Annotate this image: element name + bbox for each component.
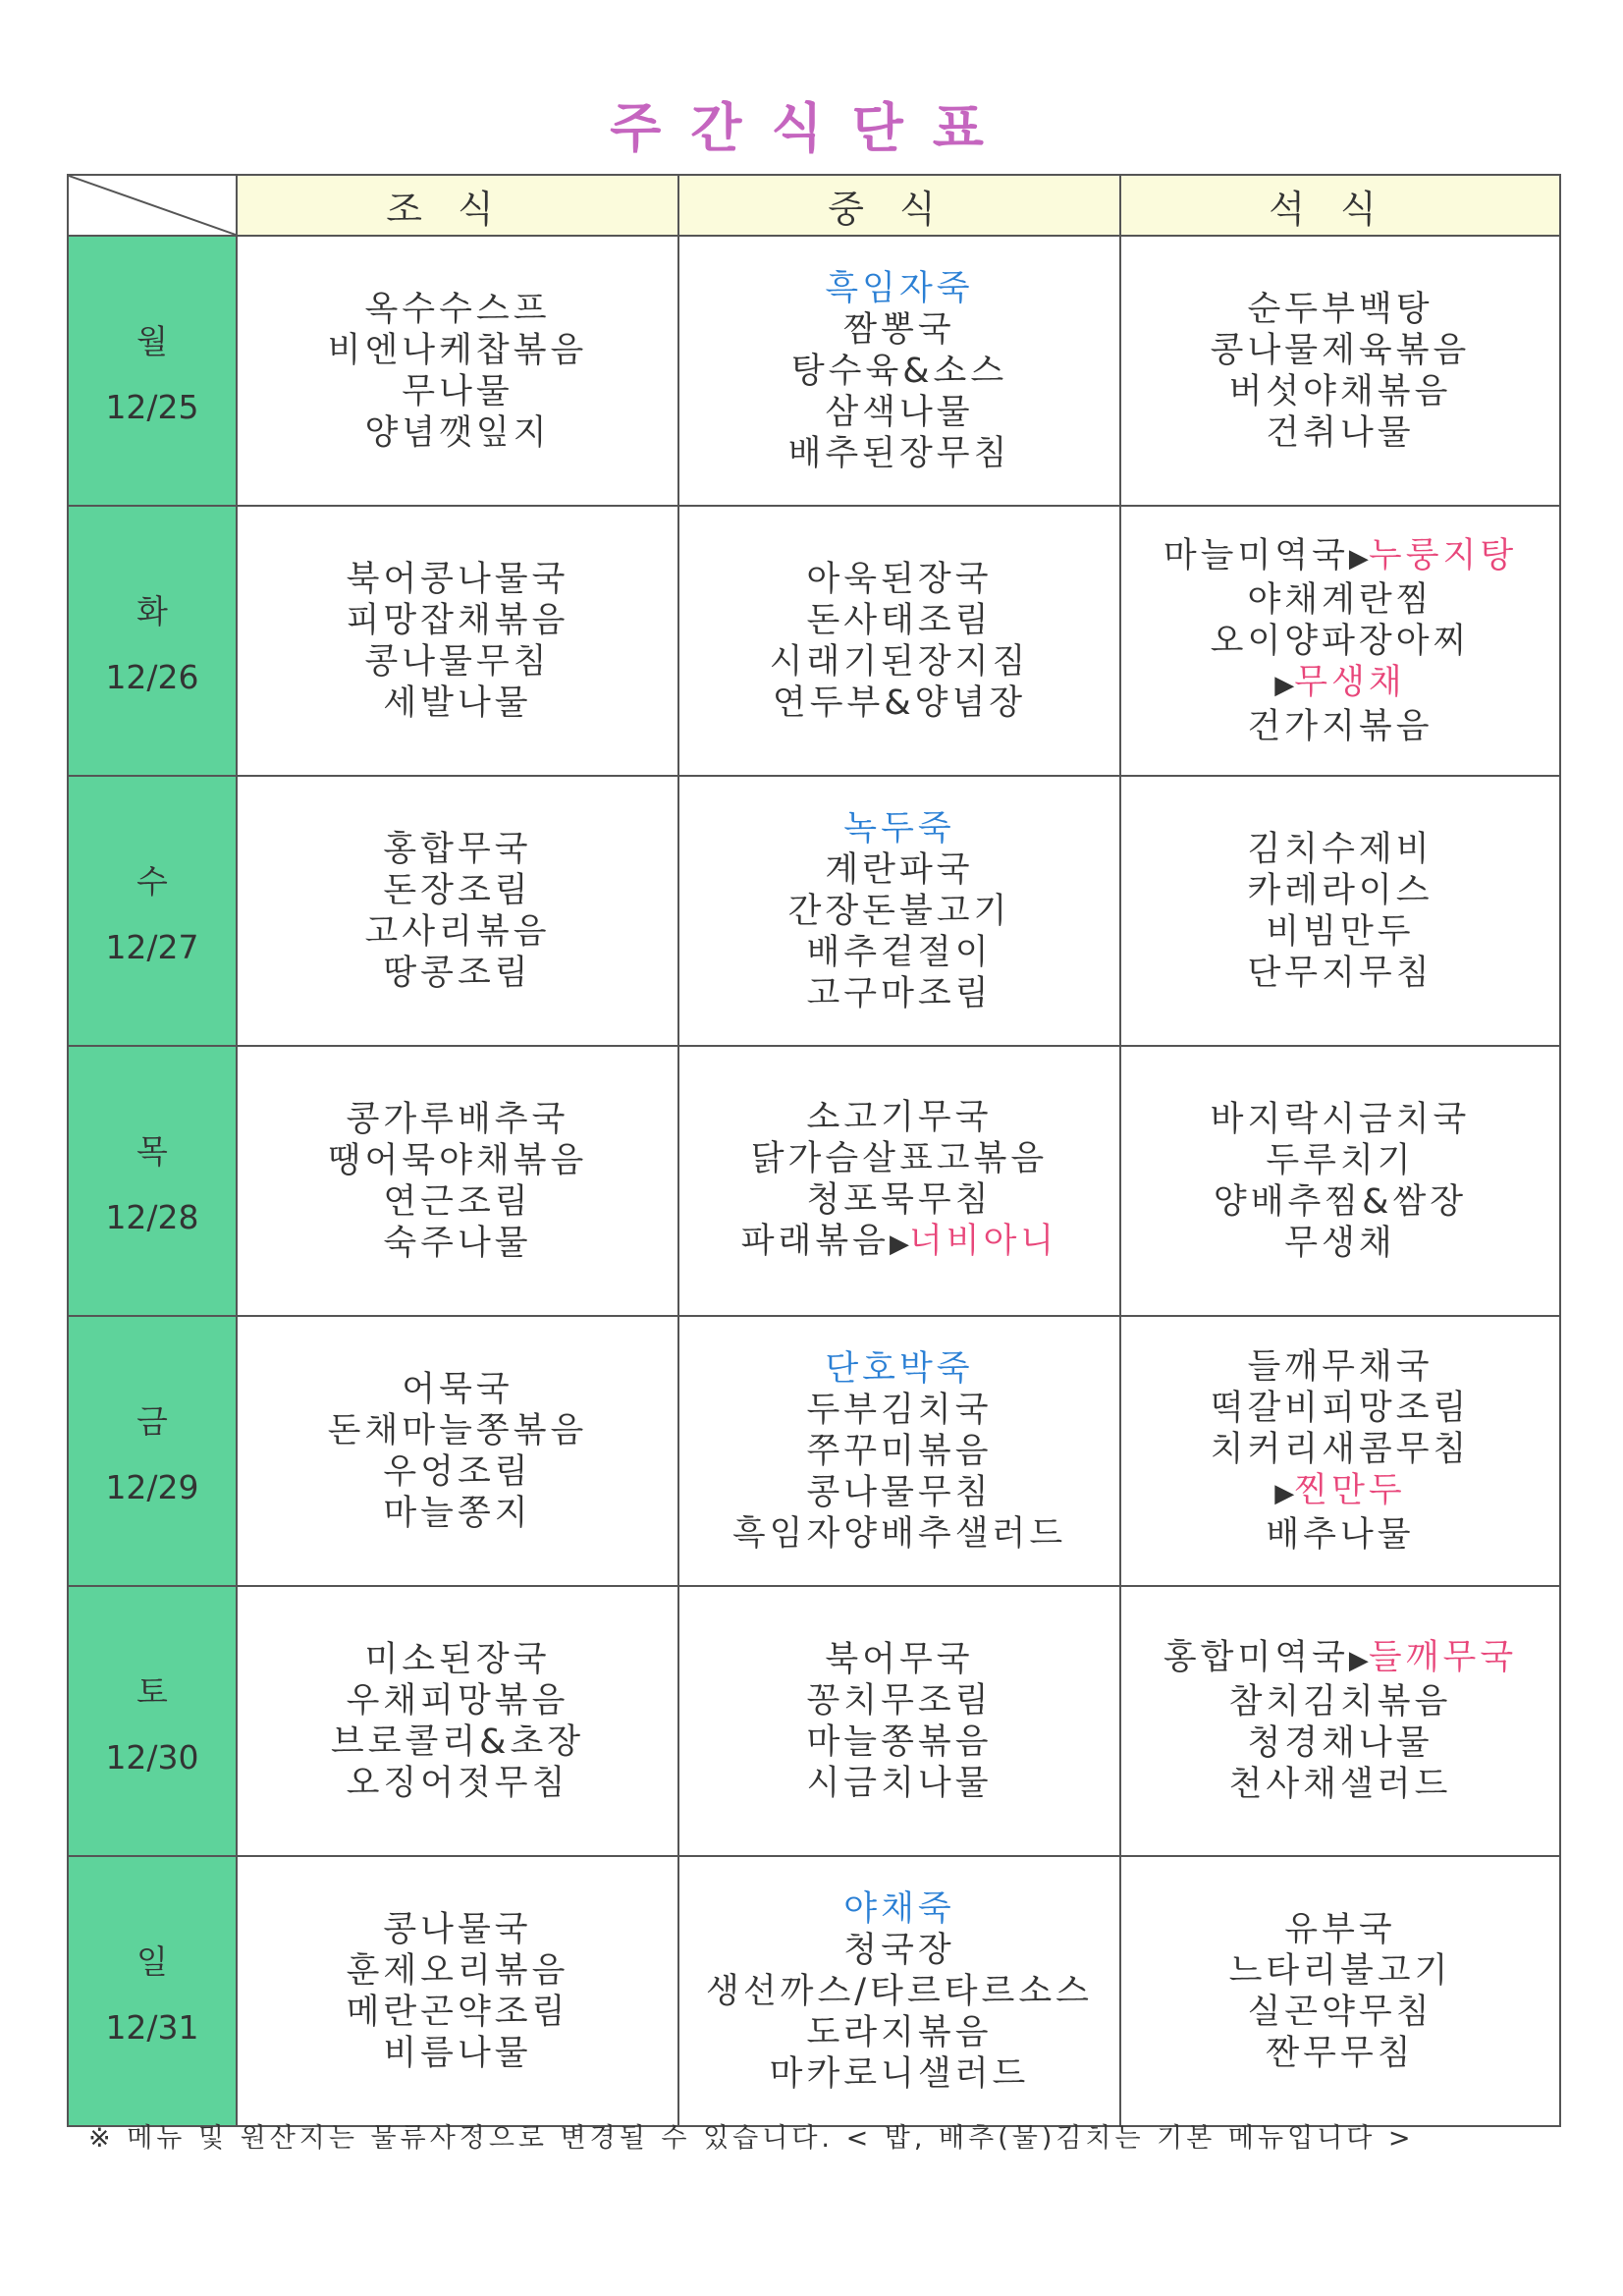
- menu-item-text: 미소된장국: [364, 1639, 551, 1679]
- day-label-cell: [68, 1856, 237, 2126]
- day-date: 12/31: [105, 2007, 199, 2047]
- menu-item: [238, 683, 677, 724]
- menu-item: [1121, 911, 1559, 953]
- menu-item-text: 흑임자죽: [825, 268, 974, 308]
- menu-item: [238, 2033, 677, 2074]
- menu-item: [1121, 870, 1559, 911]
- menu-item-text: 실곤약무침: [1247, 1992, 1434, 2032]
- menu-item: [679, 2012, 1119, 2053]
- lunch-cell: [678, 506, 1120, 776]
- day-row: [68, 1586, 1560, 1856]
- menu-item: [1121, 1514, 1559, 1556]
- menu-item: [238, 289, 677, 330]
- menu-item: [679, 1348, 1119, 1390]
- breakfast-cell: [237, 1586, 678, 1856]
- menu-item: [238, 1140, 677, 1181]
- menu-item-text: 야채죽: [843, 1888, 955, 1929]
- menu-item-text: 비엔나케찹볶음: [327, 330, 588, 370]
- menu-item-text: 배추된장무침: [787, 433, 1011, 473]
- menu-item-text: 마늘미역국: [1163, 535, 1349, 575]
- menu-item: [1121, 1181, 1559, 1223]
- menu-item-text: 콩가루배추국: [346, 1099, 569, 1139]
- lunch-cell: [678, 1586, 1120, 1856]
- menu-item-text: 청경채나물: [1247, 1723, 1434, 1763]
- day-row: [68, 1046, 1560, 1316]
- menu-item-text: 콩나물국: [383, 1909, 532, 1949]
- menu-item-text: 훈제오리볶음: [346, 1950, 569, 1991]
- menu-item-text: 소고기무국: [806, 1098, 993, 1137]
- page-title: 주간식단표: [610, 97, 1013, 159]
- menu-item: [679, 1097, 1119, 1138]
- menu-item-text: 배추나물: [1266, 1515, 1415, 1555]
- header-dinner: 석식: [1120, 175, 1560, 236]
- day-name: 목: [136, 1131, 168, 1171]
- lunch-cell: [678, 1316, 1120, 1586]
- menu-item: [679, 1930, 1119, 1971]
- menu-item-text: 돈채마늘쫑볶음: [327, 1410, 588, 1450]
- menu-item: [679, 559, 1119, 600]
- lunch-cell: [678, 1856, 1120, 2126]
- menu-item: [1121, 412, 1559, 454]
- day-row: [68, 776, 1560, 1046]
- menu-item-text: 김치수제비: [1247, 829, 1434, 869]
- menu-item-text: 청포묵무침: [806, 1180, 993, 1220]
- substitute-arrow-icon: ▶: [1348, 1646, 1369, 1675]
- menu-item: [1121, 1992, 1559, 2033]
- menu-item-text: 도라지볶음: [806, 2012, 993, 2052]
- menu-item-text: 떡갈비피망조림: [1210, 1389, 1471, 1428]
- menu-item-text: 브로콜리&초장: [330, 1722, 585, 1762]
- menu-item: [679, 1680, 1119, 1722]
- lunch-cell: [678, 1046, 1120, 1316]
- menu-item-text: 야채계란찜: [1247, 579, 1434, 620]
- day-date: 12/30: [105, 1737, 199, 1777]
- menu-item-text: 간장돈불고기: [787, 891, 1011, 931]
- menu-item: [238, 1410, 677, 1451]
- menu-item-text: 유부국: [1284, 1909, 1396, 1949]
- menu-item-text: 파래볶음: [740, 1222, 890, 1261]
- lunch-cell: [678, 236, 1120, 506]
- menu-item: [1121, 621, 1559, 662]
- menu-item-text: 세발나물: [383, 683, 532, 723]
- menu-item: [1121, 1099, 1559, 1140]
- menu-item: [679, 891, 1119, 932]
- menu-item: [1121, 1909, 1559, 1950]
- menu-item-substitute: 들깨무국: [1368, 1638, 1518, 1677]
- menu-item-text: 옥수수스프: [364, 289, 551, 329]
- menu-item: [679, 932, 1119, 973]
- menu-item: [679, 1639, 1119, 1680]
- menu-item-substitute: 너비아니: [909, 1222, 1058, 1261]
- menu-item-text: 고사리볶음: [364, 911, 551, 952]
- menu-item: [679, 392, 1119, 433]
- menu-item: [1121, 953, 1559, 994]
- diagonal-line-icon: [69, 176, 236, 235]
- menu-item: [238, 1639, 677, 1680]
- menu-item-text: 청국장: [843, 1930, 955, 1970]
- substitute-arrow-icon: ▶: [1348, 543, 1369, 574]
- menu-item: [679, 1179, 1119, 1221]
- menu-item-text: 어묵국: [402, 1369, 514, 1409]
- menu-item-text: 버섯야채볶음: [1228, 371, 1452, 411]
- menu-item: [238, 412, 677, 454]
- menu-item-text: 연근조림: [383, 1181, 532, 1222]
- menu-item-text: 마카로니샐러드: [769, 2053, 1030, 2094]
- menu-item: [238, 1451, 677, 1493]
- day-date: 12/28: [105, 1197, 199, 1236]
- menu-item: [1121, 1681, 1559, 1722]
- menu-item-text: 단호박죽: [825, 1348, 974, 1389]
- menu-item-text: 콩나물무침: [364, 641, 551, 682]
- menu-item: [679, 1472, 1119, 1513]
- menu-item-text: 북어콩나물국: [346, 559, 569, 599]
- substitute-arrow-icon: ▶: [1274, 670, 1295, 700]
- menu-item-text: 콩나물제육볶음: [1210, 330, 1471, 370]
- menu-item-text: 배추겉절이: [806, 932, 993, 972]
- menu-item: [679, 973, 1119, 1014]
- header-lunch: 중식: [678, 175, 1120, 236]
- menu-item-substitute: 누룽지탕: [1368, 535, 1518, 575]
- menu-item-text: 무나물: [402, 371, 514, 411]
- menu-item: [679, 268, 1119, 309]
- day-name: 일: [136, 1941, 168, 1981]
- day-label-cell: [68, 1046, 237, 1316]
- menu-item: [679, 641, 1119, 683]
- menu-item-text: 땅콩조림: [383, 953, 532, 993]
- menu-item-text: 양배추찜&쌈장: [1213, 1181, 1468, 1222]
- day-name: 토: [136, 1671, 168, 1711]
- menu-item: [679, 1390, 1119, 1431]
- menu-item: [238, 330, 677, 371]
- weekly-menu-table: [67, 174, 1561, 2127]
- menu-item: [679, 600, 1119, 641]
- menu-item: [1121, 1764, 1559, 1805]
- menu-item-text: 우채피망볶음: [346, 1680, 569, 1721]
- menu-item: [1121, 2033, 1559, 2074]
- menu-item-text: 흑임자양배추샐러드: [731, 1513, 1067, 1554]
- menu-item-substitute: 찐만두: [1294, 1471, 1406, 1510]
- menu-item-text: 생선까스/타르타르소스: [706, 1971, 1093, 2011]
- menu-item: [1121, 1470, 1559, 1514]
- breakfast-cell: [237, 236, 678, 506]
- menu-item: [238, 1680, 677, 1722]
- dinner-cell: [1120, 236, 1560, 506]
- day-label-cell: [68, 236, 237, 506]
- menu-item: [679, 1763, 1119, 1804]
- day-date: 12/26: [105, 657, 199, 696]
- day-label-cell: [68, 1586, 237, 1856]
- menu-item: [679, 1513, 1119, 1555]
- menu-item: [679, 433, 1119, 474]
- day-name: 화: [136, 591, 168, 630]
- menu-item: [1121, 662, 1559, 706]
- menu-item: [679, 351, 1119, 392]
- menu-item-text: 카레라이스: [1247, 870, 1434, 910]
- menu-body: [68, 236, 1560, 2126]
- day-label-cell: [68, 506, 237, 776]
- menu-item-substitute: 무생채: [1294, 662, 1406, 702]
- day-date: 12/25: [105, 387, 199, 426]
- menu-item-text: 짬뽕국: [843, 309, 955, 350]
- corner-cell: [68, 175, 237, 236]
- menu-item: [238, 953, 677, 994]
- menu-item: [1121, 579, 1559, 621]
- menu-item-text: 양념깻잎지: [364, 412, 551, 453]
- menu-item-text: 녹두죽: [843, 808, 955, 848]
- lunch-cell: [678, 776, 1120, 1046]
- menu-item-text: 건취나물: [1266, 412, 1415, 453]
- menu-item-text: 오이양파장아찌: [1210, 621, 1471, 661]
- menu-item-text: 꽁치무조림: [806, 1680, 993, 1721]
- menu-item: [238, 1950, 677, 1992]
- day-row: [68, 506, 1560, 776]
- menu-item: [679, 683, 1119, 724]
- menu-item-text: 느타리불고기: [1228, 1950, 1452, 1991]
- menu-item: [1121, 1388, 1559, 1429]
- menu-item-text: 우엉조림: [383, 1451, 532, 1492]
- dinner-cell: [1120, 1316, 1560, 1586]
- breakfast-cell: [237, 1856, 678, 2126]
- breakfast-cell: [237, 1046, 678, 1316]
- menu-item: [679, 309, 1119, 351]
- dinner-cell: [1120, 1586, 1560, 1856]
- menu-item-text: 숙주나물: [383, 1223, 532, 1263]
- menu-item: [1121, 1950, 1559, 1992]
- menu-item: [679, 1722, 1119, 1763]
- day-label-cell: [68, 1316, 237, 1586]
- menu-item-text: 메란곤약조림: [346, 1992, 569, 2032]
- menu-item: [679, 849, 1119, 891]
- menu-item: [238, 1763, 677, 1804]
- menu-item: [238, 1369, 677, 1410]
- menu-item-text: 시래기된장지짐: [769, 641, 1030, 682]
- menu-item-text: 두부김치국: [806, 1390, 993, 1430]
- menu-item-text: 오징어젓무침: [346, 1763, 569, 1803]
- dinner-cell: [1120, 776, 1560, 1046]
- menu-item-text: 연두부&양념장: [772, 683, 1027, 723]
- menu-item: [1121, 371, 1559, 412]
- substitute-arrow-icon: ▶: [890, 1230, 909, 1259]
- menu-item-text: 고구마조림: [806, 973, 993, 1013]
- day-name: 월: [136, 321, 168, 360]
- menu-item-text: 비름나물: [383, 2033, 532, 2073]
- menu-item-text: 쭈꾸미볶음: [806, 1431, 993, 1471]
- day-label-cell: [68, 776, 237, 1046]
- menu-item-text: 삼색나물: [825, 392, 974, 432]
- menu-item: [1121, 289, 1559, 330]
- menu-item-text: 천사채샐러드: [1228, 1765, 1452, 1804]
- menu-item: [238, 1099, 677, 1140]
- menu-item-text: 무생채: [1284, 1223, 1396, 1263]
- menu-item: [238, 559, 677, 600]
- menu-item-text: 두루치기: [1266, 1140, 1415, 1180]
- menu-item-text: 북어무국: [825, 1639, 974, 1679]
- header-breakfast: 조식: [237, 175, 678, 236]
- header-row: [68, 175, 1560, 236]
- menu-item: [238, 911, 677, 953]
- menu-item-text: 땡어묵야채볶음: [327, 1140, 588, 1180]
- dinner-cell: [1120, 1856, 1560, 2126]
- menu-item-text: 건가지볶음: [1247, 706, 1434, 746]
- menu-item-text: 마늘쫑지: [383, 1493, 532, 1533]
- menu-item: [1121, 1223, 1559, 1264]
- menu-item: [238, 1909, 677, 1950]
- menu-item: [238, 1992, 677, 2033]
- menu-item-text: 돈사태조림: [806, 600, 993, 640]
- substitute-arrow-icon: ▶: [1274, 1479, 1295, 1508]
- menu-item-text: 계란파국: [825, 849, 974, 890]
- dinner-cell: [1120, 1046, 1560, 1316]
- menu-item: [1121, 535, 1559, 579]
- menu-item: [238, 600, 677, 641]
- menu-item: [679, 1221, 1119, 1265]
- menu-item: [679, 1888, 1119, 1930]
- menu-item-text: 비빔만두: [1266, 911, 1415, 952]
- menu-item: [1121, 1429, 1559, 1470]
- breakfast-cell: [237, 1316, 678, 1586]
- menu-item: [238, 829, 677, 870]
- menu-item-text: 홍합미역국: [1163, 1638, 1349, 1677]
- menu-item-text: 마늘쫑볶음: [806, 1722, 993, 1762]
- menu-item-text: 콩나물무침: [806, 1472, 993, 1512]
- menu-item-text: 짠무무침: [1266, 2033, 1415, 2073]
- menu-item: [238, 1181, 677, 1223]
- menu-item-text: 홍합무국: [383, 829, 532, 869]
- day-name: 수: [136, 861, 168, 901]
- menu-item-text: 피망잡채볶음: [346, 600, 569, 640]
- menu-item: [679, 2053, 1119, 2095]
- day-date: 12/29: [105, 1467, 199, 1506]
- menu-item: [679, 1138, 1119, 1179]
- menu-item: [238, 641, 677, 683]
- day-row: [68, 1856, 1560, 2126]
- breakfast-cell: [237, 776, 678, 1046]
- menu-item-text: 들깨무채국: [1247, 1347, 1434, 1387]
- menu-item-text: 아욱된장국: [806, 559, 993, 599]
- menu-item: [238, 1493, 677, 1534]
- day-row: [68, 1316, 1560, 1586]
- menu-item: [1121, 706, 1559, 747]
- dinner-cell: [1120, 506, 1560, 776]
- menu-item-text: 탕수육&소스: [790, 351, 1008, 391]
- menu-item: [1121, 1346, 1559, 1388]
- menu-item: [238, 870, 677, 911]
- menu-item: [238, 1722, 677, 1763]
- menu-item-text: 참치김치볶음: [1228, 1682, 1452, 1722]
- menu-item: [679, 1431, 1119, 1472]
- menu-item-text: 시금치나물: [806, 1763, 993, 1803]
- menu-item: [238, 1223, 677, 1264]
- menu-item-text: 바지락시금치국: [1210, 1099, 1471, 1139]
- menu-item: [238, 371, 677, 412]
- menu-item-text: 닭가슴살표고볶음: [750, 1139, 1049, 1178]
- menu-item: [679, 808, 1119, 849]
- menu-item: [1121, 1140, 1559, 1181]
- menu-item: [1121, 1722, 1559, 1764]
- footnote: ※ 메뉴 및 원산지는 물류사정으로 변경될 수 있습니다. < 밥, 배추(물)김치는 기본 메뉴입니다 >: [88, 2123, 1415, 2154]
- menu-item: [1121, 829, 1559, 870]
- menu-item: [1121, 1637, 1559, 1681]
- day-name: 금: [136, 1401, 168, 1441]
- breakfast-cell: [237, 506, 678, 776]
- menu-item: [679, 1971, 1119, 2012]
- menu-item: [1121, 330, 1559, 371]
- menu-item-text: 돈장조림: [383, 870, 532, 910]
- menu-item-text: 순두부백탕: [1247, 289, 1434, 329]
- day-date: 12/27: [105, 927, 199, 966]
- menu-item-text: 단무지무침: [1247, 953, 1434, 993]
- menu-item-text: 치커리새콤무침: [1210, 1430, 1471, 1469]
- day-row: [68, 236, 1560, 506]
